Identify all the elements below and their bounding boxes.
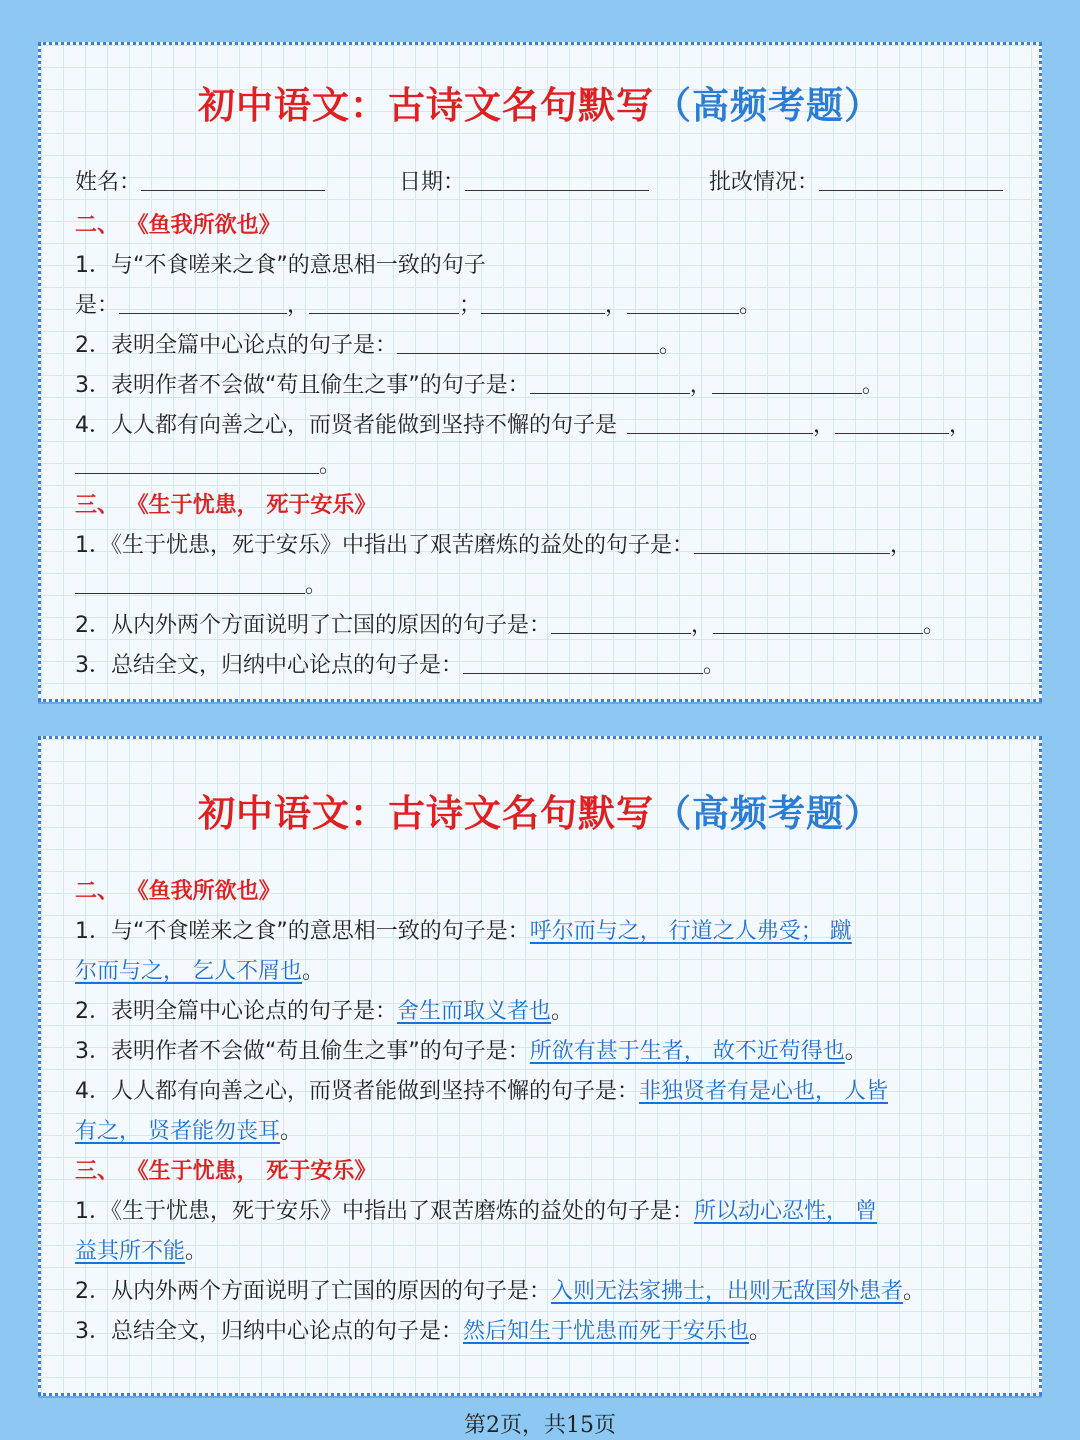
question-text: 。 [75, 451, 341, 481]
answer-text: 有之， 贤者能勿丧耳 [75, 1119, 280, 1144]
section-heading: 三、 《生于忧患， 死于安乐》 [75, 1159, 377, 1184]
name-field: 姓名： [75, 165, 325, 196]
question-text: 是： ， ； ， 。 [75, 293, 762, 318]
page-title: 初中语文：古诗文名句默写（高频考题） [198, 84, 882, 127]
section-heading: 二、 《鱼我所欲也》 [75, 879, 281, 904]
answer-line: 1．与“不食嗟来之食”的意思相一致的句子是：呼尔而与之， 行道之人弗受； 蹴 [75, 919, 852, 944]
grade-field: 批改情况： [709, 165, 1003, 196]
date-field: 日期： [399, 165, 649, 196]
question-text: 1．与“不食嗟来之食”的意思相一致的句子 [75, 253, 486, 278]
question-text: 4．人人都有向善之心，而贤者能做到坚持不懈的句子是 ， ， [75, 413, 972, 438]
question-text: 3．总结全文，归纳中心论点的句子是： 。 [75, 653, 726, 678]
answer-text: 呼尔而与之， 行道之人弗受； 蹴 [529, 919, 852, 944]
answer-line: 4．人人都有向善之心，而贤者能做到坚持不懈的句子是：非独贤者有是心也， 人皆 [75, 1079, 888, 1104]
answer-text: 入则无法家拂士，出则无敌国外患者 [551, 1279, 904, 1304]
question-text: 2．表明全篇中心论点的句子是： 。 [75, 333, 682, 358]
answer-text: 舍生而取义者也 [397, 999, 552, 1024]
page-title: 初中语文：古诗文名句默写（高频考题） [198, 792, 882, 835]
answer-line: 1．《生于忧患，死于安乐》中指出了艰苦磨炼的益处的句子是：所以动心忍性， 曾 [75, 1199, 877, 1224]
answer-text: 所欲有甚于生者， 故不近苟得也 [529, 1039, 845, 1064]
answer-text: 非独贤者有是心也， 人皆 [639, 1079, 888, 1104]
answer-text: 然后知生于忧患而死于安乐也 [463, 1319, 750, 1344]
question-text: 。 [75, 571, 327, 601]
section-heading: 二、 《鱼我所欲也》 [75, 213, 281, 238]
answer-line: 3．总结全文，归纳中心论点的句子是：然后知生于忧患而死于安乐也。 [75, 1319, 772, 1344]
worksheet-card [38, 42, 1042, 702]
answer-text: 尔而与之， 乞人不屑也 [75, 959, 302, 984]
page-number: 第2页，共15页 [464, 1413, 616, 1438]
question-text: 1．《生于忧患，死于安乐》中指出了艰苦磨炼的益处的句子是： ， [75, 533, 913, 558]
answer-card [38, 736, 1042, 1396]
answer-line: 益其所不能。 [75, 1239, 208, 1264]
answer-line: 2．表明全篇中心论点的句子是：舍生而取义者也。 [75, 999, 574, 1024]
answer-line: 尔而与之， 乞人不屑也。 [75, 959, 325, 984]
answer-text: 所以动心忍性， 曾 [694, 1199, 877, 1224]
answer-line: 有之， 贤者能勿丧耳。 [75, 1119, 303, 1144]
answer-line: 3．表明作者不会做“苟且偷生之事”的句子是：所欲有甚于生者， 故不近苟得也。 [75, 1039, 867, 1064]
question-text: 2．从内外两个方面说明了亡国的原因的句子是： ， 。 [75, 613, 946, 638]
section-heading: 三、 《生于忧患， 死于安乐》 [75, 493, 377, 518]
question-text: 3．表明作者不会做“苟且偷生之事”的句子是： ， 。 [75, 373, 884, 398]
answer-text: 益其所不能 [75, 1239, 186, 1264]
answer-line: 2．从内外两个方面说明了亡国的原因的句子是：入则无法家拂士，出则无敌国外患者。 [75, 1279, 926, 1304]
